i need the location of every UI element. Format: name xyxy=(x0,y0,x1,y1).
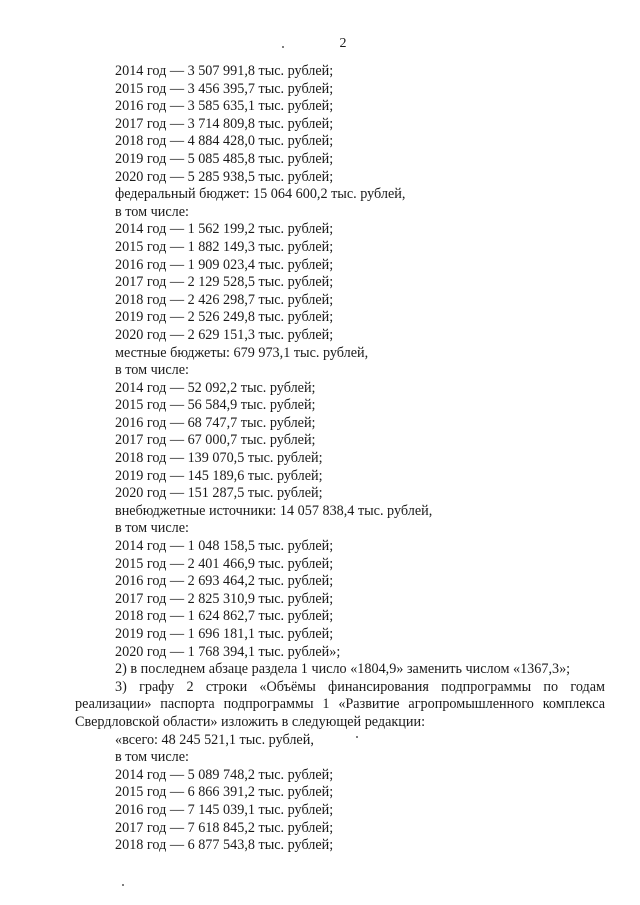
federal-budget-section xyxy=(0,186,640,344)
year-line: 2017 год — 2 825 310,9 тыс. рублей; xyxy=(115,590,334,607)
year-line: 2015 год — 56 584,9 тыс. рублей; xyxy=(115,397,316,414)
year-line: 2020 год — 2 629 151,3 тыс. рублей; xyxy=(115,326,334,343)
including-label: в том числе: xyxy=(115,749,189,766)
year-line: 2020 год — 1 768 394,1 тыс. рублей»; xyxy=(115,643,341,660)
year-line: 2014 год — 1 562 199,2 тыс. рублей; xyxy=(115,221,334,238)
amendment-item-2: 2) в последнем абзаце раздела 1 число «1804,9» заменить числом «1367,3»; xyxy=(115,661,571,678)
year-line: 2015 год — 2 401 466,9 тыс. рублей; xyxy=(115,555,334,572)
year-line: 2018 год — 2 426 298,7 тыс. рублей; xyxy=(115,291,334,308)
extrabudget-section xyxy=(0,503,640,661)
year-line: 2018 год — 139 070,5 тыс. рублей; xyxy=(115,450,323,467)
year-line: 2018 год — 6 877 543,8 тыс. рублей; xyxy=(115,837,334,854)
totals-by-year-list xyxy=(0,63,640,186)
including-label: в том числе: xyxy=(115,520,189,537)
year-line: 2015 год — 3 456 395,7 тыс. рублей; xyxy=(115,80,334,97)
year-line: 2019 год — 145 189,6 тыс. рублей; xyxy=(115,467,323,484)
year-line: 2016 год — 7 145 039,1 тыс. рублей; xyxy=(115,801,334,818)
page-number: 2 xyxy=(339,36,347,51)
year-line: 2015 год — 1 882 149,3 тыс. рублей; xyxy=(115,238,334,255)
year-line: 2019 год — 1 696 181,1 тыс. рублей; xyxy=(115,626,334,642)
new-total-section xyxy=(0,732,640,855)
amendment-item-3 xyxy=(0,679,640,732)
including-label: в том числе: xyxy=(115,362,189,379)
scan-speck xyxy=(282,46,284,48)
local-budgets-heading: местные бюджеты: 679 973,1 тыс. рублей, xyxy=(115,344,369,361)
year-line: 2015 год — 6 866 391,2 тыс. рублей; xyxy=(115,784,334,801)
year-line: 2016 год — 68 747,7 тыс. рублей; xyxy=(115,414,316,431)
year-line: 2020 год — 5 285 938,5 тыс. рублей; xyxy=(115,168,334,185)
item-3-line-2: реализации» паспорта подпрограммы 1 «Развитие агропромышленного комплекса xyxy=(75,696,605,713)
federal-budget-heading: федеральный бюджет: 15 064 600,2 тыс. рублей, xyxy=(115,186,406,203)
local-budgets-section xyxy=(0,345,640,503)
year-line: 2017 год — 2 129 528,5 тыс. рублей; xyxy=(115,274,334,291)
year-line: 2020 год — 151 287,5 тыс. рублей; xyxy=(115,485,323,502)
year-line: 2019 год — 5 085 485,8 тыс. рублей; xyxy=(115,150,334,167)
year-line: 2019 год — 2 526 249,8 тыс. рублей; xyxy=(115,309,334,326)
year-line: 2014 год — 52 092,2 тыс. рублей; xyxy=(115,379,316,396)
year-line: 2018 год — 1 624 862,7 тыс. рублей; xyxy=(115,608,334,625)
document-body xyxy=(0,63,640,855)
year-line: 2014 год — 1 048 158,5 тыс. рублей; xyxy=(115,538,334,555)
year-line: 2017 год — 67 000,7 тыс. рублей; xyxy=(115,432,316,449)
including-label: в том числе: xyxy=(115,203,189,220)
year-line: 2016 год — 2 693 464,2 тыс. рублей; xyxy=(115,573,334,590)
year-line: 2018 год — 4 884 428,0 тыс. рублей; xyxy=(115,133,334,150)
item-3-line-1: 3) графу 2 строки «Объёмы финансирования подпрограммы по годам xyxy=(115,678,605,695)
item-3-line-3: Свердловской области» изложить в следующей редакции: xyxy=(75,713,426,730)
year-line: 2014 год — 3 507 991,8 тыс. рублей; xyxy=(115,63,334,79)
year-line: 2016 год — 3 585 635,1 тыс. рублей; xyxy=(115,98,334,115)
year-line: 2017 год — 3 714 809,8 тыс. рублей; xyxy=(115,115,334,132)
year-line: 2014 год — 5 089 748,2 тыс. рублей; xyxy=(115,766,334,783)
new-total-heading: «всего: 48 245 521,1 тыс. рублей, xyxy=(115,731,314,748)
extrabudget-heading: внебюджетные источники: 14 057 838,4 тыс. рублей, xyxy=(115,502,433,519)
year-line: 2016 год — 1 909 023,4 тыс. рублей; xyxy=(115,256,334,273)
scan-speck xyxy=(122,884,124,886)
year-line: 2017 год — 7 618 845,2 тыс. рублей; xyxy=(115,819,334,836)
